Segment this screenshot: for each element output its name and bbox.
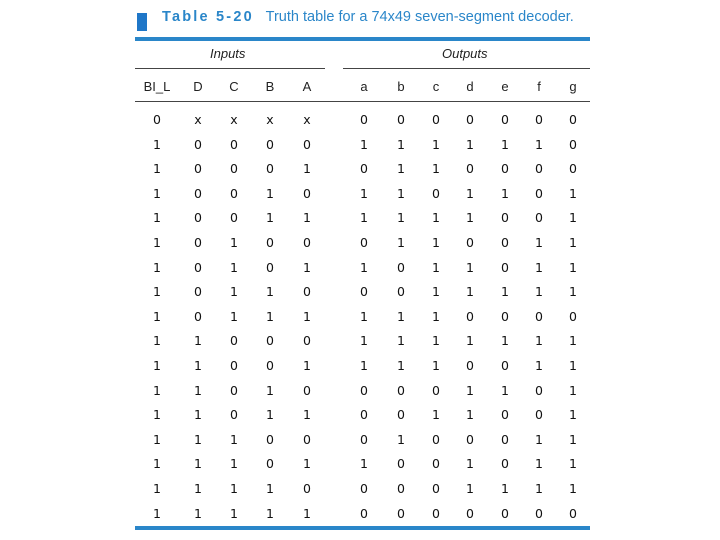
- table-cell: 1: [569, 210, 577, 226]
- table-cell: 0: [303, 185, 311, 201]
- inputs-group-header: Inputs: [210, 46, 246, 61]
- table-cell: 0: [569, 308, 577, 324]
- table-cell: 1: [153, 235, 161, 250]
- table-cell: 0: [360, 161, 368, 177]
- column-header-D: D: [193, 79, 203, 94]
- table-caption: [162, 9, 574, 25]
- inputs-group-line: [135, 68, 325, 69]
- table-cell: 0: [466, 308, 474, 324]
- table-cell: 1: [569, 358, 577, 373]
- table-cell: 1: [569, 431, 577, 447]
- table-cell: 0: [569, 136, 577, 152]
- table-row: [0, 432, 720, 452]
- table-cell: 1: [153, 505, 161, 521]
- bottom-rule: [135, 526, 590, 530]
- table-cell: 0: [397, 505, 405, 521]
- table-cell: 1: [153, 431, 161, 447]
- table-cell: 1: [501, 185, 509, 201]
- table-cell: 1: [432, 284, 440, 300]
- table-cell: 0: [194, 210, 202, 226]
- table-cell: 1: [153, 136, 161, 152]
- table-cell: 1: [153, 308, 161, 324]
- table-row: [0, 186, 720, 206]
- table-cell: 1: [432, 358, 440, 373]
- table-cell: 1: [397, 161, 405, 177]
- table-cell: 0: [466, 431, 474, 447]
- table-cell: 1: [230, 235, 238, 250]
- table-cell: 1: [432, 407, 440, 423]
- table-cell: 1: [535, 456, 543, 472]
- column-header-A: A: [302, 79, 312, 94]
- outputs-group-line: [343, 68, 590, 69]
- table-cell: 0: [303, 284, 311, 300]
- table-cell: 1: [360, 308, 368, 324]
- table-cell: 0: [501, 308, 509, 324]
- table-cell: 0: [569, 112, 577, 127]
- table-cell: 1: [303, 505, 311, 521]
- table-cell: x: [194, 112, 202, 127]
- table-cell: 0: [360, 505, 368, 521]
- table-cell: 1: [194, 431, 202, 447]
- top-rule: [135, 37, 590, 41]
- table-cell: 1: [360, 185, 368, 201]
- table-cell: 1: [230, 505, 238, 521]
- table-row: [0, 358, 720, 378]
- table-row: [0, 235, 720, 255]
- table-cell: 1: [194, 333, 202, 349]
- table-cell: 1: [501, 382, 509, 398]
- table-cell: 1: [153, 284, 161, 300]
- table-cell: 0: [230, 185, 238, 201]
- table-cell: 0: [266, 358, 274, 373]
- table-cell: 0: [230, 210, 238, 226]
- table-cell: 1: [360, 333, 368, 349]
- table-cell: 0: [266, 456, 274, 472]
- table-cell: 1: [397, 235, 405, 250]
- table-cell: 0: [535, 407, 543, 423]
- table-cell: 1: [303, 259, 311, 275]
- table-cell: 1: [194, 358, 202, 373]
- table-cell: 1: [466, 456, 474, 472]
- table-cell: 1: [535, 284, 543, 300]
- table-cell: 0: [360, 112, 368, 127]
- table-cell: 0: [230, 333, 238, 349]
- table-cell: 0: [432, 456, 440, 472]
- table-cell: 0: [303, 235, 311, 250]
- table-cell: 0: [194, 284, 202, 300]
- table-cell: 1: [569, 259, 577, 275]
- header-rule: [135, 101, 590, 102]
- table-cell: 1: [466, 481, 474, 496]
- table-cell: 1: [303, 456, 311, 472]
- table-cell: 1: [360, 358, 368, 373]
- table-cell: 1: [266, 284, 274, 300]
- caption-marker: [137, 13, 147, 31]
- table-row: [0, 333, 720, 353]
- table-cell: 0: [501, 161, 509, 177]
- table-cell: 1: [535, 259, 543, 275]
- table-cell: 1: [153, 407, 161, 423]
- table-cell: 1: [535, 136, 543, 152]
- table-cell: 1: [153, 456, 161, 472]
- table-cell: 0: [466, 505, 474, 521]
- table-cell: 1: [303, 210, 311, 226]
- table-cell: 1: [501, 136, 509, 152]
- table-cell: 1: [501, 481, 509, 496]
- table-cell: 1: [230, 481, 238, 496]
- table-row: [0, 210, 720, 230]
- table-cell: 1: [153, 185, 161, 201]
- table-cell: 1: [266, 382, 274, 398]
- table-cell: 1: [153, 210, 161, 226]
- table-cell: 1: [194, 456, 202, 472]
- table-cell: 1: [303, 407, 311, 423]
- table-cell: 1: [397, 333, 405, 349]
- table-cell: 1: [266, 407, 274, 423]
- table-cell: 0: [397, 456, 405, 472]
- table-cell: 0: [432, 382, 440, 398]
- table-cell: 0: [535, 210, 543, 226]
- table-cell: 0: [266, 161, 274, 177]
- column-header-f: f: [537, 79, 541, 94]
- table-cell: 0: [501, 210, 509, 226]
- table-cell: 1: [153, 259, 161, 275]
- table-cell: 0: [466, 161, 474, 177]
- table-cell: 0: [360, 407, 368, 423]
- table-row: [0, 161, 720, 181]
- table-cell: 0: [303, 382, 311, 398]
- table-cell: 0: [432, 185, 440, 201]
- table-cell: 1: [466, 407, 474, 423]
- table-row: [0, 506, 720, 526]
- table-cell: 1: [360, 456, 368, 472]
- table-cell: 0: [360, 431, 368, 447]
- table-cell: 0: [303, 481, 311, 496]
- table-cell: 1: [194, 505, 202, 521]
- table-cell: 1: [230, 456, 238, 472]
- table-cell: 0: [230, 136, 238, 152]
- table-cell: 0: [397, 284, 405, 300]
- table-cell: 1: [360, 259, 368, 275]
- table-cell: 0: [432, 505, 440, 521]
- table-cell: 1: [432, 136, 440, 152]
- table-cell: 0: [230, 358, 238, 373]
- table-cell: 0: [569, 505, 577, 521]
- table-cell: 0: [266, 333, 274, 349]
- table-row: [0, 456, 720, 476]
- table-cell: 1: [303, 161, 311, 177]
- table-cell: 1: [466, 382, 474, 398]
- table-cell: 1: [466, 136, 474, 152]
- table-cell: 1: [303, 308, 311, 324]
- table-cell: 1: [569, 407, 577, 423]
- table-cell: 1: [230, 308, 238, 324]
- table-cell: 0: [397, 481, 405, 496]
- table-cell: 0: [194, 136, 202, 152]
- table-cell: x: [230, 112, 238, 127]
- table-cell: 0: [501, 358, 509, 373]
- table-row: [0, 481, 720, 501]
- table-cell: 0: [535, 161, 543, 177]
- table-cell: 1: [153, 358, 161, 373]
- table-row: [0, 309, 720, 329]
- table-cell: 1: [266, 481, 274, 496]
- table-cell: 0: [466, 112, 474, 127]
- table-cell: 0: [194, 259, 202, 275]
- table-cell: 1: [194, 382, 202, 398]
- table-cell: 1: [466, 333, 474, 349]
- table-row: [0, 407, 720, 427]
- table-cell: 1: [535, 431, 543, 447]
- column-header-bi-l: BI_L: [143, 79, 171, 94]
- table-cell: 0: [266, 136, 274, 152]
- table-cell: 1: [153, 161, 161, 177]
- table-cell: 0: [397, 382, 405, 398]
- column-header-g: g: [569, 79, 577, 94]
- table-cell: 0: [194, 161, 202, 177]
- table-cell: x: [303, 112, 311, 127]
- table-cell: 1: [569, 185, 577, 201]
- table-cell: 0: [266, 235, 274, 250]
- table-cell: 0: [360, 382, 368, 398]
- table-cell: 0: [535, 505, 543, 521]
- table-cell: 1: [535, 481, 543, 496]
- table-cell: 0: [303, 136, 311, 152]
- table-cell: 1: [266, 185, 274, 201]
- table-cell: 1: [569, 481, 577, 496]
- table-cell: 0: [501, 407, 509, 423]
- table-cell: 1: [397, 358, 405, 373]
- table-cell: 1: [432, 259, 440, 275]
- column-header-d: d: [466, 79, 474, 94]
- table-cell: 0: [432, 431, 440, 447]
- table-cell: 1: [432, 333, 440, 349]
- table-cell: 1: [432, 235, 440, 250]
- table-cell: 0: [501, 259, 509, 275]
- table-cell: 1: [569, 235, 577, 250]
- table-cell: 0: [230, 382, 238, 398]
- table-cell: 0: [360, 235, 368, 250]
- table-row: [0, 284, 720, 304]
- table-cell: 0: [501, 456, 509, 472]
- table-cell: 0: [397, 407, 405, 423]
- table-cell: 1: [153, 382, 161, 398]
- column-header-B: B: [265, 79, 275, 94]
- table-cell: 0: [266, 431, 274, 447]
- table-row: [0, 260, 720, 280]
- table-cell: 1: [303, 358, 311, 373]
- table-cell: 1: [535, 333, 543, 349]
- table-row: [0, 137, 720, 157]
- column-header-b: b: [397, 79, 405, 94]
- outputs-group-header: Outputs: [442, 46, 488, 61]
- table-cell: 1: [569, 333, 577, 349]
- table-cell: 0: [535, 185, 543, 201]
- table-cell: 0: [194, 308, 202, 324]
- table-cell: 0: [230, 161, 238, 177]
- table-cell: 1: [266, 308, 274, 324]
- table-number: Table 5-20: [162, 9, 254, 25]
- table-cell: 1: [466, 259, 474, 275]
- table-cell: 1: [535, 235, 543, 250]
- table-cell: 0: [569, 161, 577, 177]
- column-header-a: a: [360, 79, 368, 94]
- table-cell: 0: [432, 112, 440, 127]
- table-cell: 1: [466, 210, 474, 226]
- table-cell: 1: [397, 431, 405, 447]
- table-cell: 1: [266, 505, 274, 521]
- table-cell: 1: [432, 161, 440, 177]
- table-cell: 1: [432, 210, 440, 226]
- table-cell: 0: [397, 259, 405, 275]
- table-row: [0, 112, 720, 132]
- table-cell: 0: [535, 382, 543, 398]
- table-cell: 1: [230, 284, 238, 300]
- table-cell: 1: [194, 407, 202, 423]
- table-cell: 0: [194, 235, 202, 250]
- table-cell: 0: [360, 481, 368, 496]
- table-cell: 0: [501, 505, 509, 521]
- table-cell: 1: [230, 431, 238, 447]
- table-cell: 0: [501, 431, 509, 447]
- table-cell: 1: [569, 284, 577, 300]
- table-cell: 0: [466, 358, 474, 373]
- table-cell: 1: [153, 333, 161, 349]
- table-cell: 0: [397, 112, 405, 127]
- table-cell: 0: [230, 407, 238, 423]
- column-header-e: e: [501, 79, 509, 94]
- table-cell: 0: [360, 284, 368, 300]
- table-cell: 1: [397, 136, 405, 152]
- table-row: [0, 383, 720, 403]
- table-cell: 1: [466, 185, 474, 201]
- table-cell: 0: [466, 235, 474, 250]
- table-cell: 1: [266, 210, 274, 226]
- column-header-C: C: [229, 79, 239, 94]
- table-cell: 0: [303, 431, 311, 447]
- table-cell: 1: [466, 284, 474, 300]
- table-cell: 1: [360, 136, 368, 152]
- column-header-c: c: [432, 79, 440, 94]
- table-cell: 1: [569, 456, 577, 472]
- table-cell: 1: [501, 333, 509, 349]
- table-cell: 1: [501, 284, 509, 300]
- table-cell: 0: [535, 112, 543, 127]
- table-cell: 0: [535, 308, 543, 324]
- table-cell: 0: [501, 112, 509, 127]
- table-cell: 0: [153, 112, 161, 127]
- table-cell: 0: [501, 235, 509, 250]
- table-cell: 1: [535, 358, 543, 373]
- table-cell: 0: [194, 185, 202, 201]
- table-cell: 0: [303, 333, 311, 349]
- table-cell: 0: [432, 481, 440, 496]
- table-cell: 1: [397, 308, 405, 324]
- table-cell: x: [266, 112, 274, 127]
- table-cell: 1: [432, 308, 440, 324]
- table-cell: 1: [397, 210, 405, 226]
- table-cell: 1: [397, 185, 405, 201]
- table-cell: 1: [153, 481, 161, 496]
- table-title: Truth table for a 74x49 seven-segment decoder.: [265, 9, 574, 25]
- table-cell: 1: [569, 382, 577, 398]
- table-cell: 1: [194, 481, 202, 496]
- table-cell: 1: [230, 259, 238, 275]
- table-cell: 0: [266, 259, 274, 275]
- table-cell: 1: [360, 210, 368, 226]
